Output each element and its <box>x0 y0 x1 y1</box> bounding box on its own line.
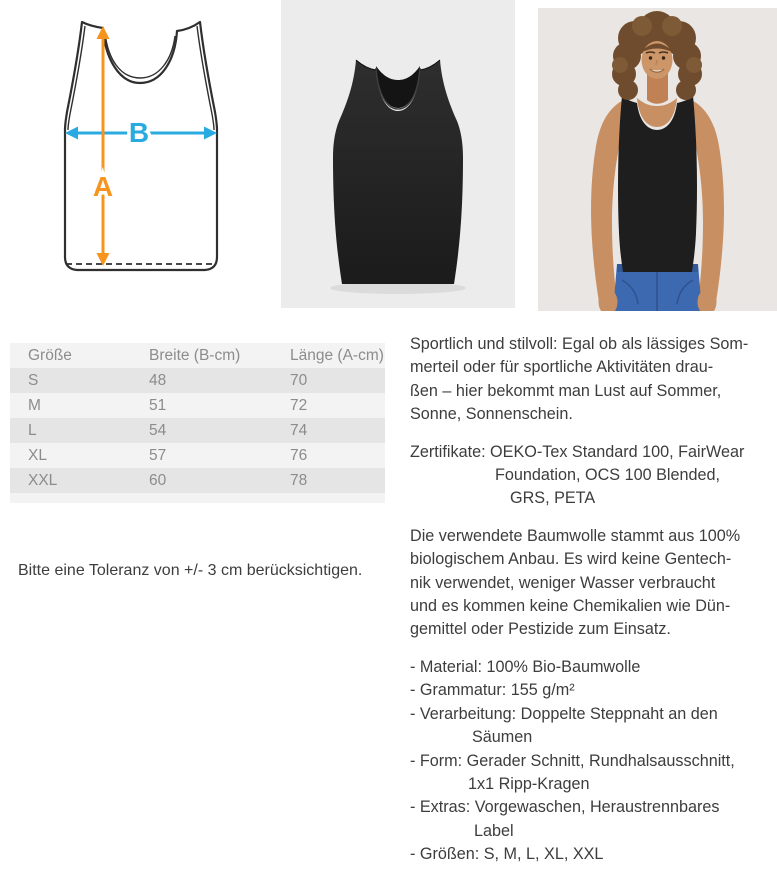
cell-length: 72 <box>290 396 308 414</box>
size-table-header-row <box>10 343 385 368</box>
cell-length: 74 <box>290 421 308 439</box>
col-header-width: Breite (B-cm) <box>149 346 241 364</box>
intro-paragraph: Sportlich und stilvoll: Egal ob als lässiges Som- merteil oder für sportliche Aktivitäten drau- ßen – hier bekommt man Lust auf Sommer, Sonne, Sonnenschein. <box>410 335 749 424</box>
col-header-size: Größe <box>28 346 72 364</box>
model-wearing-tank-top-icon <box>538 8 777 311</box>
product-description <box>410 333 777 881</box>
cell-length: 78 <box>290 471 308 489</box>
cell-size: XXL <box>28 471 58 489</box>
cell-width: 57 <box>149 446 167 464</box>
cell-width: 51 <box>149 396 167 414</box>
cell-length: 70 <box>290 371 308 389</box>
cell-width: 48 <box>149 371 167 389</box>
table-row <box>10 393 385 418</box>
tank-top-outline-icon <box>35 14 255 286</box>
cell-width: 60 <box>149 471 167 489</box>
cell-size: L <box>28 421 37 439</box>
certificates-paragraph: Zertifikate: OEKO-Tex Standard 100, FairWear Foundation, OCS 100 Blended, GRS, PETA <box>410 442 745 508</box>
table-row <box>10 443 385 468</box>
length-label: A <box>92 171 114 202</box>
size-table <box>10 343 385 503</box>
model-photo[interactable] <box>538 8 777 311</box>
details-list: - Material: 100% Bio-Baumwolle - Grammatur: 155 g/m² - Verarbeitung: Doppelte Steppnaht an den Säumen - Form: Gerader Schnitt, Rundhalsausschnitt, 1x1 Ripp-Kragen - Extras: Vorgewaschen, Heraustrennbares Label - Größen: S, M, L, XL, XXL <box>410 657 735 864</box>
size-diagram-image[interactable] <box>35 14 255 286</box>
cell-size: S <box>28 371 39 389</box>
black-tank-top-icon <box>281 0 515 308</box>
cell-width: 54 <box>149 421 167 439</box>
tolerance-note: Bitte eine Toleranz von +/- 3 cm berücksichtigen. <box>18 562 363 579</box>
table-row <box>10 468 385 493</box>
cell-length: 76 <box>290 446 308 464</box>
col-header-length: Länge (A-cm) <box>290 346 384 364</box>
cotton-paragraph: Die verwendete Baumwolle stammt aus 100% biologischem Anbau. Es wird keine Gentech- nik verwendet, weniger Wasser verbraucht und es kommen keine Chemikalien wie Dün- gemittel oder Pestizide zum Einsatz. <box>410 526 741 639</box>
product-photo[interactable] <box>281 0 515 308</box>
width-label: B <box>128 117 150 148</box>
table-row <box>10 368 385 393</box>
table-row <box>10 418 385 443</box>
cell-size: M <box>28 396 41 414</box>
cell-size: XL <box>28 446 47 464</box>
